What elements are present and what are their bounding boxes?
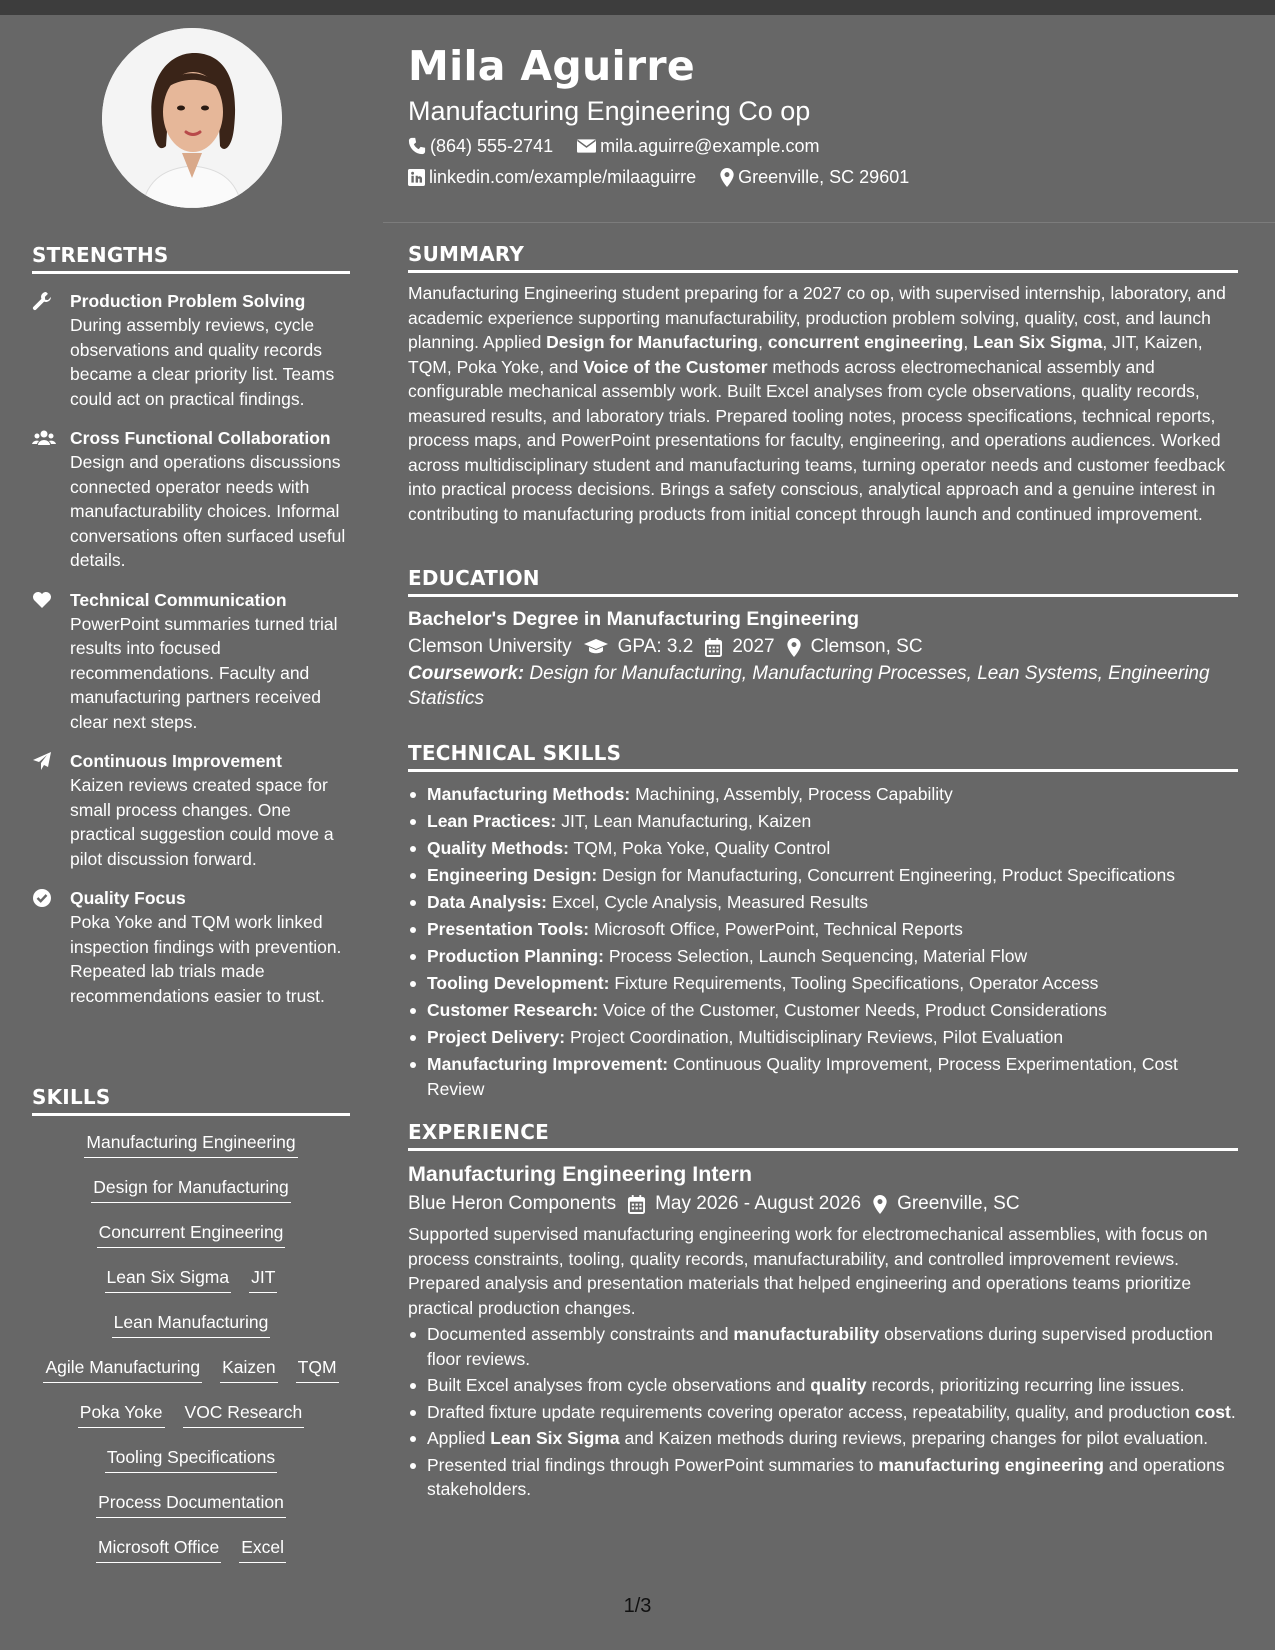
job-location: Greenville, SC: [897, 1193, 1020, 1214]
skill-tag: TQM: [296, 1356, 339, 1383]
profile-photo: [102, 28, 282, 208]
emphasized-text: concurrent engineering: [767, 332, 964, 352]
skill-category: Customer Research:: [427, 1000, 599, 1020]
emphasized-text: Voice of the Customer: [583, 356, 768, 377]
strength-description: Design and operations discussions connected operator needs with manufacturability choices. Informal conversations often surfaced useful details.: [70, 452, 346, 570]
skill-values: Machining, Assembly, Process Capability: [635, 784, 953, 804]
skill-category: Production Planning:: [427, 946, 604, 966]
resume-header: [408, 38, 1238, 192]
strength-item: [32, 289, 350, 411]
text-run: observations during supervised production floor reviews.: [427, 1324, 1213, 1369]
emphasized-text: manufacturing engineering: [878, 1454, 1104, 1475]
education-section: [408, 566, 1240, 711]
graduation-cap-icon: [584, 638, 608, 656]
skill-values: Design for Manufacturing, Concurrent Engineering, Product Specifications: [602, 865, 1175, 885]
skill-values: Fixture Requirements, Tooling Specifications, Operator Access: [614, 973, 1099, 993]
skill-values: TQM, Poka Yoke, Quality Control: [573, 838, 831, 858]
skill-category: Engineering Design:: [427, 865, 598, 885]
skill-row: [32, 1356, 350, 1401]
skill-row: [32, 1311, 350, 1356]
location-text: Greenville, SC 29601: [738, 167, 910, 187]
map-pin-icon: [873, 1195, 887, 1214]
technical-skill-item: [408, 835, 1240, 862]
job-bullet: [408, 1322, 1240, 1371]
strength-description: PowerPoint summaries turned trial results into focused recommendations. Faculty and manufacturing partners received clear next steps.: [70, 613, 338, 732]
skill-tag: Manufacturing Engineering: [84, 1131, 297, 1158]
strength-title: Quality Focus: [70, 888, 186, 908]
phone-number: (864) 555-2741: [430, 136, 554, 156]
job-bullets: [408, 1322, 1240, 1502]
linkedin-url: linkedin.com/example/milaaguirre: [429, 167, 697, 187]
technical-skill-item: [408, 808, 1240, 835]
envelope-icon: [577, 138, 596, 154]
text-run: , JIT, Kaizen, TQM, Poka Yoke, and: [408, 332, 1203, 377]
text-run: Drafted fixture update requirements covering operator access, repeatability, quality, and production: [427, 1401, 1195, 1422]
skill-values: Microsoft Office, PowerPoint, Technical Reports: [593, 919, 963, 939]
linkedin-icon: [408, 169, 425, 186]
gpa-text: GPA: 3.2: [617, 636, 694, 657]
strength-description: During assembly reviews, cycle observations and quality records became a clear priority list. Teams could act on practical findings.: [70, 315, 335, 409]
coursework: [408, 662, 1240, 711]
skill-tag: Lean Manufacturing: [112, 1311, 271, 1338]
skill-values: JIT, Lean Manufacturing, Kaizen: [561, 811, 812, 831]
technical-skill-item: [408, 1052, 1240, 1101]
skill-category: Data Analysis:: [427, 892, 547, 912]
skill-category: Project Delivery:: [427, 1027, 566, 1047]
skill-tag: Excel: [239, 1536, 286, 1563]
skill-tag: VOC Research: [183, 1401, 305, 1428]
location-contact: [720, 162, 909, 192]
skill-tag: Agile Manufacturing: [43, 1356, 202, 1383]
skill-values: Voice of the Customer, Customer Needs, Product Considerations: [603, 1000, 1107, 1020]
email-address: mila.aguirre@example.com: [600, 136, 820, 156]
skill-values: Continuous Quality Improvement, Process Experimentation, Cost Review: [427, 1054, 1178, 1099]
coursework-list: Design for Manufacturing, Manufacturing Processes, Lean Systems, Engineering Statistics: [408, 663, 1210, 709]
technical-skill-item: [408, 997, 1240, 1024]
text-run: ,: [963, 332, 974, 352]
graduation-year: 2027: [732, 636, 775, 657]
map-pin-icon: [787, 638, 801, 657]
skill-values: Excel, Cycle Analysis, Measured Results: [551, 892, 868, 912]
emphasized-text: Design for Manufacturing: [546, 332, 759, 352]
summary-text: [408, 281, 1240, 526]
phone-contact[interactable]: [408, 131, 553, 161]
strength-title: Production Problem Solving: [70, 291, 306, 311]
skills-heading: SKILLS: [32, 1085, 350, 1116]
skill-row: [32, 1491, 350, 1536]
wrench-icon: [32, 289, 70, 411]
text-run: Manufacturing Engineering student preparing for a 2027 co op, with supervised internship, laboratory, and academic experience supporting manufacturability, production problem solving, quality, cost, and launch planning. Applied: [408, 283, 1226, 352]
job-location-item: [873, 1189, 1020, 1219]
text-run: records, prioritizing recurring line issues.: [866, 1375, 1185, 1395]
technical-skills-list: [408, 781, 1240, 1101]
candidate-title: Manufacturing Engineering Co op: [408, 96, 811, 126]
text-run: Applied: [427, 1428, 491, 1448]
job-dates: May 2026 - August 2026: [655, 1193, 862, 1214]
skill-values: Project Coordination, Multidisciplinary Reviews, Pilot Evaluation: [570, 1027, 1064, 1047]
skill-category: Quality Methods:: [427, 838, 569, 858]
experience-heading: EXPERIENCE: [408, 1120, 1238, 1151]
job-dates-item: [628, 1189, 861, 1219]
technical-skill-item: [408, 862, 1240, 889]
skill-tag: Process Documentation: [96, 1491, 286, 1518]
text-run: methods across electromechanical assembly and configurable mechanical assembly work. Built Excel analyses from cycle observations, quality records, measured results, and laboratory trials. Prepared tooling notes, process specifications, technical reports, process maps, and PowerPoint presentations for faculty, engineering, and operations audiences. Worked across multidisciplinary student and manufacturing teams, turning operator needs and customer feedback into practical process decisions. Brings a safety conscious, analytical approach and a genuine interest in contributing to manufacturing products from initial concept through launch and continued improvement.: [408, 356, 1226, 524]
job-bullet: [408, 1400, 1240, 1425]
degree-title: Bachelor's Degree in Manufacturing Engineering: [408, 608, 860, 630]
heart-icon: [32, 588, 70, 735]
text-run: and Kaizen methods during reviews, preparing changes for pilot evaluation.: [619, 1428, 1209, 1448]
technical-skills-section: [408, 741, 1240, 1101]
skill-tag: Concurrent Engineering: [97, 1221, 286, 1248]
calendar-icon: [705, 638, 722, 657]
job-description: Supported supervised manufacturing engineering work for electromechanical assemblies, with focus on process constraints, tooling, quality records, manufacturability, and controlled improvement reviews. Prepared analysis and presentation materials that helped engineering and operations teams prioritize practical production changes.: [408, 1224, 1208, 1318]
text-run: Built Excel analyses from cycle observations and: [427, 1375, 811, 1395]
skill-category: Manufacturing Methods:: [427, 784, 631, 804]
strength-item: [32, 749, 350, 871]
technical-skill-item: [408, 781, 1240, 808]
text-run: and operations stakeholders.: [427, 1454, 1225, 1499]
gpa-item: [584, 632, 694, 662]
strengths-list: [32, 289, 350, 1023]
text-run: .: [1230, 1401, 1236, 1422]
skill-tag: Design for Manufacturing: [91, 1176, 291, 1203]
text-run: Documented assembly constraints and: [427, 1324, 734, 1344]
technical-skill-item: [408, 889, 1240, 916]
skill-row: [32, 1401, 350, 1446]
technical-skill-item: [408, 1024, 1240, 1051]
technical-skills-heading: TECHNICAL SKILLS: [408, 741, 1238, 772]
emphasized-text: quality: [810, 1375, 867, 1395]
technical-skill-item: [408, 916, 1240, 943]
skill-tag: JIT: [249, 1266, 277, 1293]
strength-item: [32, 588, 350, 735]
users-icon: [32, 426, 70, 573]
email-contact[interactable]: [577, 131, 819, 161]
school-location-item: [787, 632, 923, 662]
experience-section: [408, 1120, 1240, 1504]
skill-tag: Tooling Specifications: [105, 1446, 277, 1473]
strength-title: Technical Communication: [70, 589, 287, 610]
skill-tag: Poka Yoke: [78, 1401, 165, 1428]
school-location: Clemson, SC: [810, 636, 923, 657]
candidate-name: Mila Aguirre: [408, 42, 696, 90]
coursework-label: Coursework:: [408, 663, 525, 684]
job-title: Manufacturing Engineering Intern: [408, 1162, 753, 1186]
contact-row: [408, 131, 1238, 161]
linkedin-contact[interactable]: [408, 162, 696, 192]
page-indicator: 1/3: [623, 1595, 652, 1617]
year-item: [705, 632, 774, 662]
skill-row: [32, 1131, 350, 1176]
strength-description: Poka Yoke and TQM work linked inspection findings with prevention. Repeated lab trials made recommendations easier to trust.: [70, 912, 342, 1006]
job-bullet: [408, 1426, 1240, 1451]
strength-title: Cross Functional Collaboration: [70, 428, 331, 448]
technical-skill-item: [408, 970, 1240, 997]
emphasized-text: Lean Six Sigma: [490, 1428, 620, 1448]
emphasized-text: manufacturability: [733, 1324, 880, 1344]
skills-list: [32, 1131, 350, 1581]
skill-category: Tooling Development:: [427, 973, 610, 993]
strength-description: Kaizen reviews created space for small process changes. One practical suggestion could move a pilot discussion forward.: [70, 775, 334, 869]
skill-row: [32, 1266, 350, 1311]
contact-row: [408, 162, 1238, 192]
emphasized-text: cost: [1194, 1401, 1231, 1422]
school-name: Clemson University: [408, 636, 572, 657]
paper-plane-icon: [32, 749, 70, 871]
skill-tag: Kaizen: [220, 1356, 278, 1383]
education-heading: EDUCATION: [408, 566, 1238, 597]
strength-title: Continuous Improvement: [70, 751, 282, 771]
skill-tag: Microsoft Office: [96, 1536, 221, 1563]
top-bar: [0, 0, 1275, 15]
check-circle-icon: [32, 886, 70, 1008]
calendar-icon: [628, 1195, 645, 1214]
strength-item: [32, 426, 350, 573]
summary-heading: SUMMARY: [408, 242, 1238, 273]
technical-skill-item: [408, 943, 1240, 970]
skill-category: Lean Practices:: [427, 811, 557, 831]
header-divider: [383, 222, 1275, 223]
skill-row: [32, 1176, 350, 1221]
job-bullet: [408, 1373, 1240, 1398]
job-bullet: [408, 1453, 1240, 1502]
skill-row: [32, 1446, 350, 1491]
map-pin-icon: [720, 168, 734, 187]
summary-section: [408, 242, 1240, 526]
skill-category: Presentation Tools:: [427, 919, 590, 939]
skill-category: Manufacturing Improvement:: [427, 1054, 669, 1074]
skill-tag: Lean Six Sigma: [105, 1266, 232, 1293]
text-run: Presented trial findings through PowerPoint summaries to: [427, 1454, 879, 1475]
strengths-heading: STRENGTHS: [32, 243, 350, 274]
skill-row: [32, 1536, 350, 1581]
phone-icon: [408, 137, 426, 155]
skill-values: Process Selection, Launch Sequencing, Material Flow: [608, 946, 1028, 966]
strength-item: [32, 886, 350, 1008]
company-name: Blue Heron Components: [408, 1193, 617, 1214]
job-meta: [408, 1189, 1240, 1219]
skill-row: [32, 1221, 350, 1266]
text-run: ,: [758, 332, 768, 352]
emphasized-text: Lean Six Sigma: [973, 332, 1103, 352]
education-meta: [408, 632, 1240, 662]
